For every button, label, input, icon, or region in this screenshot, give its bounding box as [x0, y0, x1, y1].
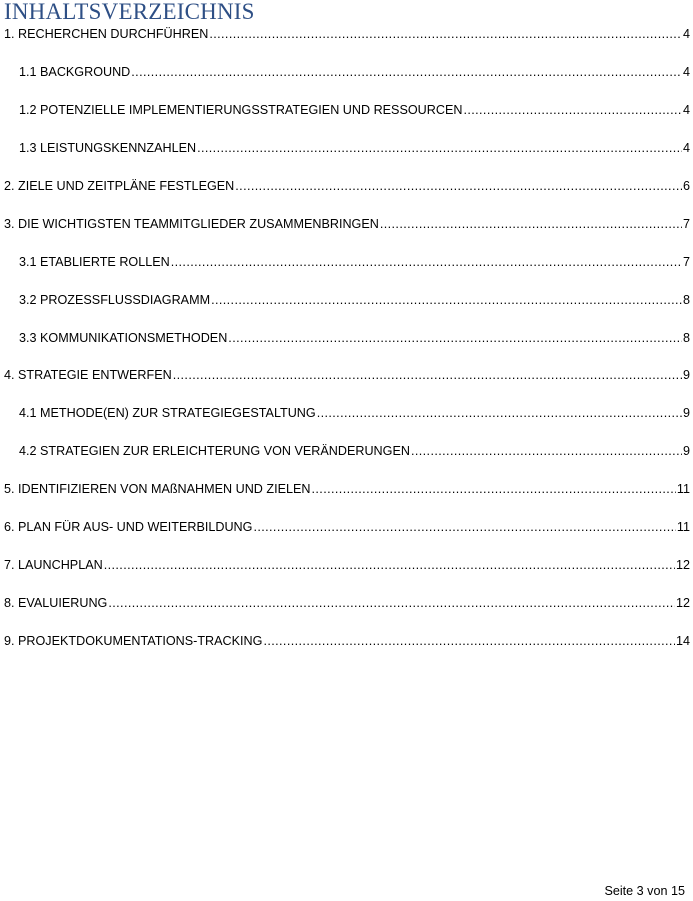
toc-entry-label [4, 214, 379, 234]
toc-entry-title: METHODE(EN) ZUR STRATEGIEGESTALTUNG [40, 406, 316, 420]
toc-entry-number: 6. [4, 520, 15, 534]
toc-entry-number: 3.2 [19, 293, 37, 307]
toc-entry-page-number: 9 [682, 406, 690, 420]
dot-leader [463, 100, 682, 120]
toc-entry-label [4, 479, 311, 499]
toc-entry-page-number: 6 [682, 179, 690, 193]
toc-entry[interactable] [4, 176, 690, 196]
toc-entry-page-number: 8 [682, 293, 690, 307]
toc-entry-page-number: 9 [682, 444, 690, 458]
toc-entry-title: STRATEGIEN ZUR ERLEICHTERUNG VON VERÄNDERUNGEN [40, 444, 410, 458]
toc-entry-page-number: 12 [675, 558, 690, 572]
toc-entry-label [19, 100, 462, 120]
toc-entry-page-number: 4 [682, 103, 690, 117]
toc-entry-number: 4. [4, 368, 15, 382]
toc-entry-title: KOMMUNIKATIONSMETHODEN [40, 331, 228, 345]
dot-leader [211, 290, 682, 310]
toc-entry-number: 1. [4, 27, 15, 41]
toc-entry-label [19, 403, 316, 423]
toc-entry-number: 2. [4, 179, 15, 193]
toc-entry-title: POTENZIELLE IMPLEMENTIERUNGSSTRATEGIEN UND RESSOURCEN [40, 103, 463, 117]
dot-leader [253, 517, 675, 537]
toc-entry[interactable] [4, 593, 690, 613]
toc-entry-page-number: 11 [676, 520, 690, 534]
dot-leader [197, 138, 682, 158]
toc-entry-title: EVALUIERUNG [18, 596, 108, 610]
toc-entry-label [4, 555, 103, 575]
toc-entry-number: 3.1 [19, 255, 37, 269]
toc-entry[interactable] [19, 328, 690, 348]
toc-entry[interactable] [19, 441, 690, 461]
toc-entry-title: DIE WICHTIGSTEN TEAMMITGLIEDER ZUSAMMENBRINGEN [18, 217, 379, 231]
toc-entry[interactable] [19, 252, 690, 272]
dot-leader [171, 252, 682, 272]
dot-leader [317, 403, 682, 423]
toc-entry-label [4, 24, 208, 44]
dot-leader [235, 176, 682, 196]
toc-entry-label [19, 138, 196, 158]
toc-entry-title: ZIELE UND ZEITPLÄNE FESTLEGEN [18, 179, 235, 193]
toc-entry-title: BACKGROUND [40, 65, 131, 79]
dot-leader [131, 62, 682, 82]
toc-entry-label [4, 517, 252, 537]
toc-entry-title: LAUNCHPLAN [18, 558, 103, 572]
toc-entry-page-number: 4 [682, 65, 690, 79]
toc-entry[interactable] [19, 138, 690, 158]
toc-entry-page-number: 12 [675, 596, 690, 610]
toc-entry-number: 4.2 [19, 444, 37, 458]
toc-entry[interactable] [19, 290, 690, 310]
toc-entry-number: 1.3 [19, 141, 37, 155]
toc-entry-label [19, 328, 227, 348]
toc-entry-label [19, 441, 410, 461]
toc-entry[interactable] [19, 403, 690, 423]
toc-entry-label [4, 593, 107, 613]
toc-entry-number: 5. [4, 482, 15, 496]
dot-leader [312, 479, 676, 499]
toc-entry[interactable] [4, 479, 690, 499]
toc-entry-label [4, 365, 172, 385]
toc-entry-number: 3.3 [19, 331, 37, 345]
toc-entry-number: 8. [4, 596, 15, 610]
toc-entry-title: PROZESSFLUSSDIAGRAMM [40, 293, 211, 307]
toc-entry-label [19, 62, 130, 82]
toc-entry-label [4, 631, 262, 651]
toc-entry-number: 4.1 [19, 406, 37, 420]
toc-entry-title: RECHERCHEN DURCHFÜHREN [18, 27, 209, 41]
dot-leader [173, 365, 682, 385]
toc-entry[interactable] [4, 214, 690, 234]
toc-entry-page-number: 8 [682, 331, 690, 345]
toc-entry[interactable] [4, 517, 690, 537]
page-number-footer: Seite 3 von 15 [604, 884, 685, 898]
dot-leader [380, 214, 682, 234]
toc-entry-title: ETABLIERTE ROLLEN [40, 255, 170, 269]
toc-entry-page-number: 4 [682, 27, 690, 41]
toc-heading: INHALTSVERZEICHNIS [4, 0, 255, 24]
toc-entry-number: 9. [4, 634, 15, 648]
toc-entry[interactable] [4, 24, 690, 44]
toc-entry-label [19, 252, 170, 272]
toc-entry-label [19, 290, 210, 310]
toc-entry-page-number: 14 [675, 634, 690, 648]
toc-entry[interactable] [4, 555, 690, 575]
toc-entry-number: 3. [4, 217, 15, 231]
toc-entry-page-number: 11 [676, 482, 690, 496]
dot-leader [108, 593, 675, 613]
toc-entry-title: PROJEKTDOKUMENTATIONS-TRACKING [18, 634, 263, 648]
toc-entry-page-number: 9 [682, 368, 690, 382]
toc-entry[interactable] [19, 100, 690, 120]
dot-leader [411, 441, 682, 461]
toc-entry-page-number: 4 [682, 141, 690, 155]
toc-entry-number: 1.2 [19, 103, 37, 117]
toc-entry[interactable] [4, 365, 690, 385]
toc-entry[interactable] [4, 631, 690, 651]
toc-entry-title: LEISTUNGSKENNZAHLEN [40, 141, 197, 155]
toc-entry-number: 1.1 [19, 65, 37, 79]
toc-entry-label [4, 176, 234, 196]
dot-leader [209, 24, 682, 44]
toc-entry-title: STRATEGIE ENTWERFEN [18, 368, 172, 382]
toc-entry-page-number: 7 [682, 255, 690, 269]
toc-entry-title: PLAN FÜR AUS- UND WEITERBILDUNG [18, 520, 253, 534]
toc-entry-page-number: 7 [682, 217, 690, 231]
toc-entry[interactable] [19, 62, 690, 82]
dot-leader [263, 631, 675, 651]
dot-leader [228, 328, 682, 348]
toc-entry-number: 7. [4, 558, 15, 572]
dot-leader [104, 555, 675, 575]
toc-entry-title: IDENTIFIZIEREN VON MAßNAHMEN UND ZIELEN [18, 482, 311, 496]
